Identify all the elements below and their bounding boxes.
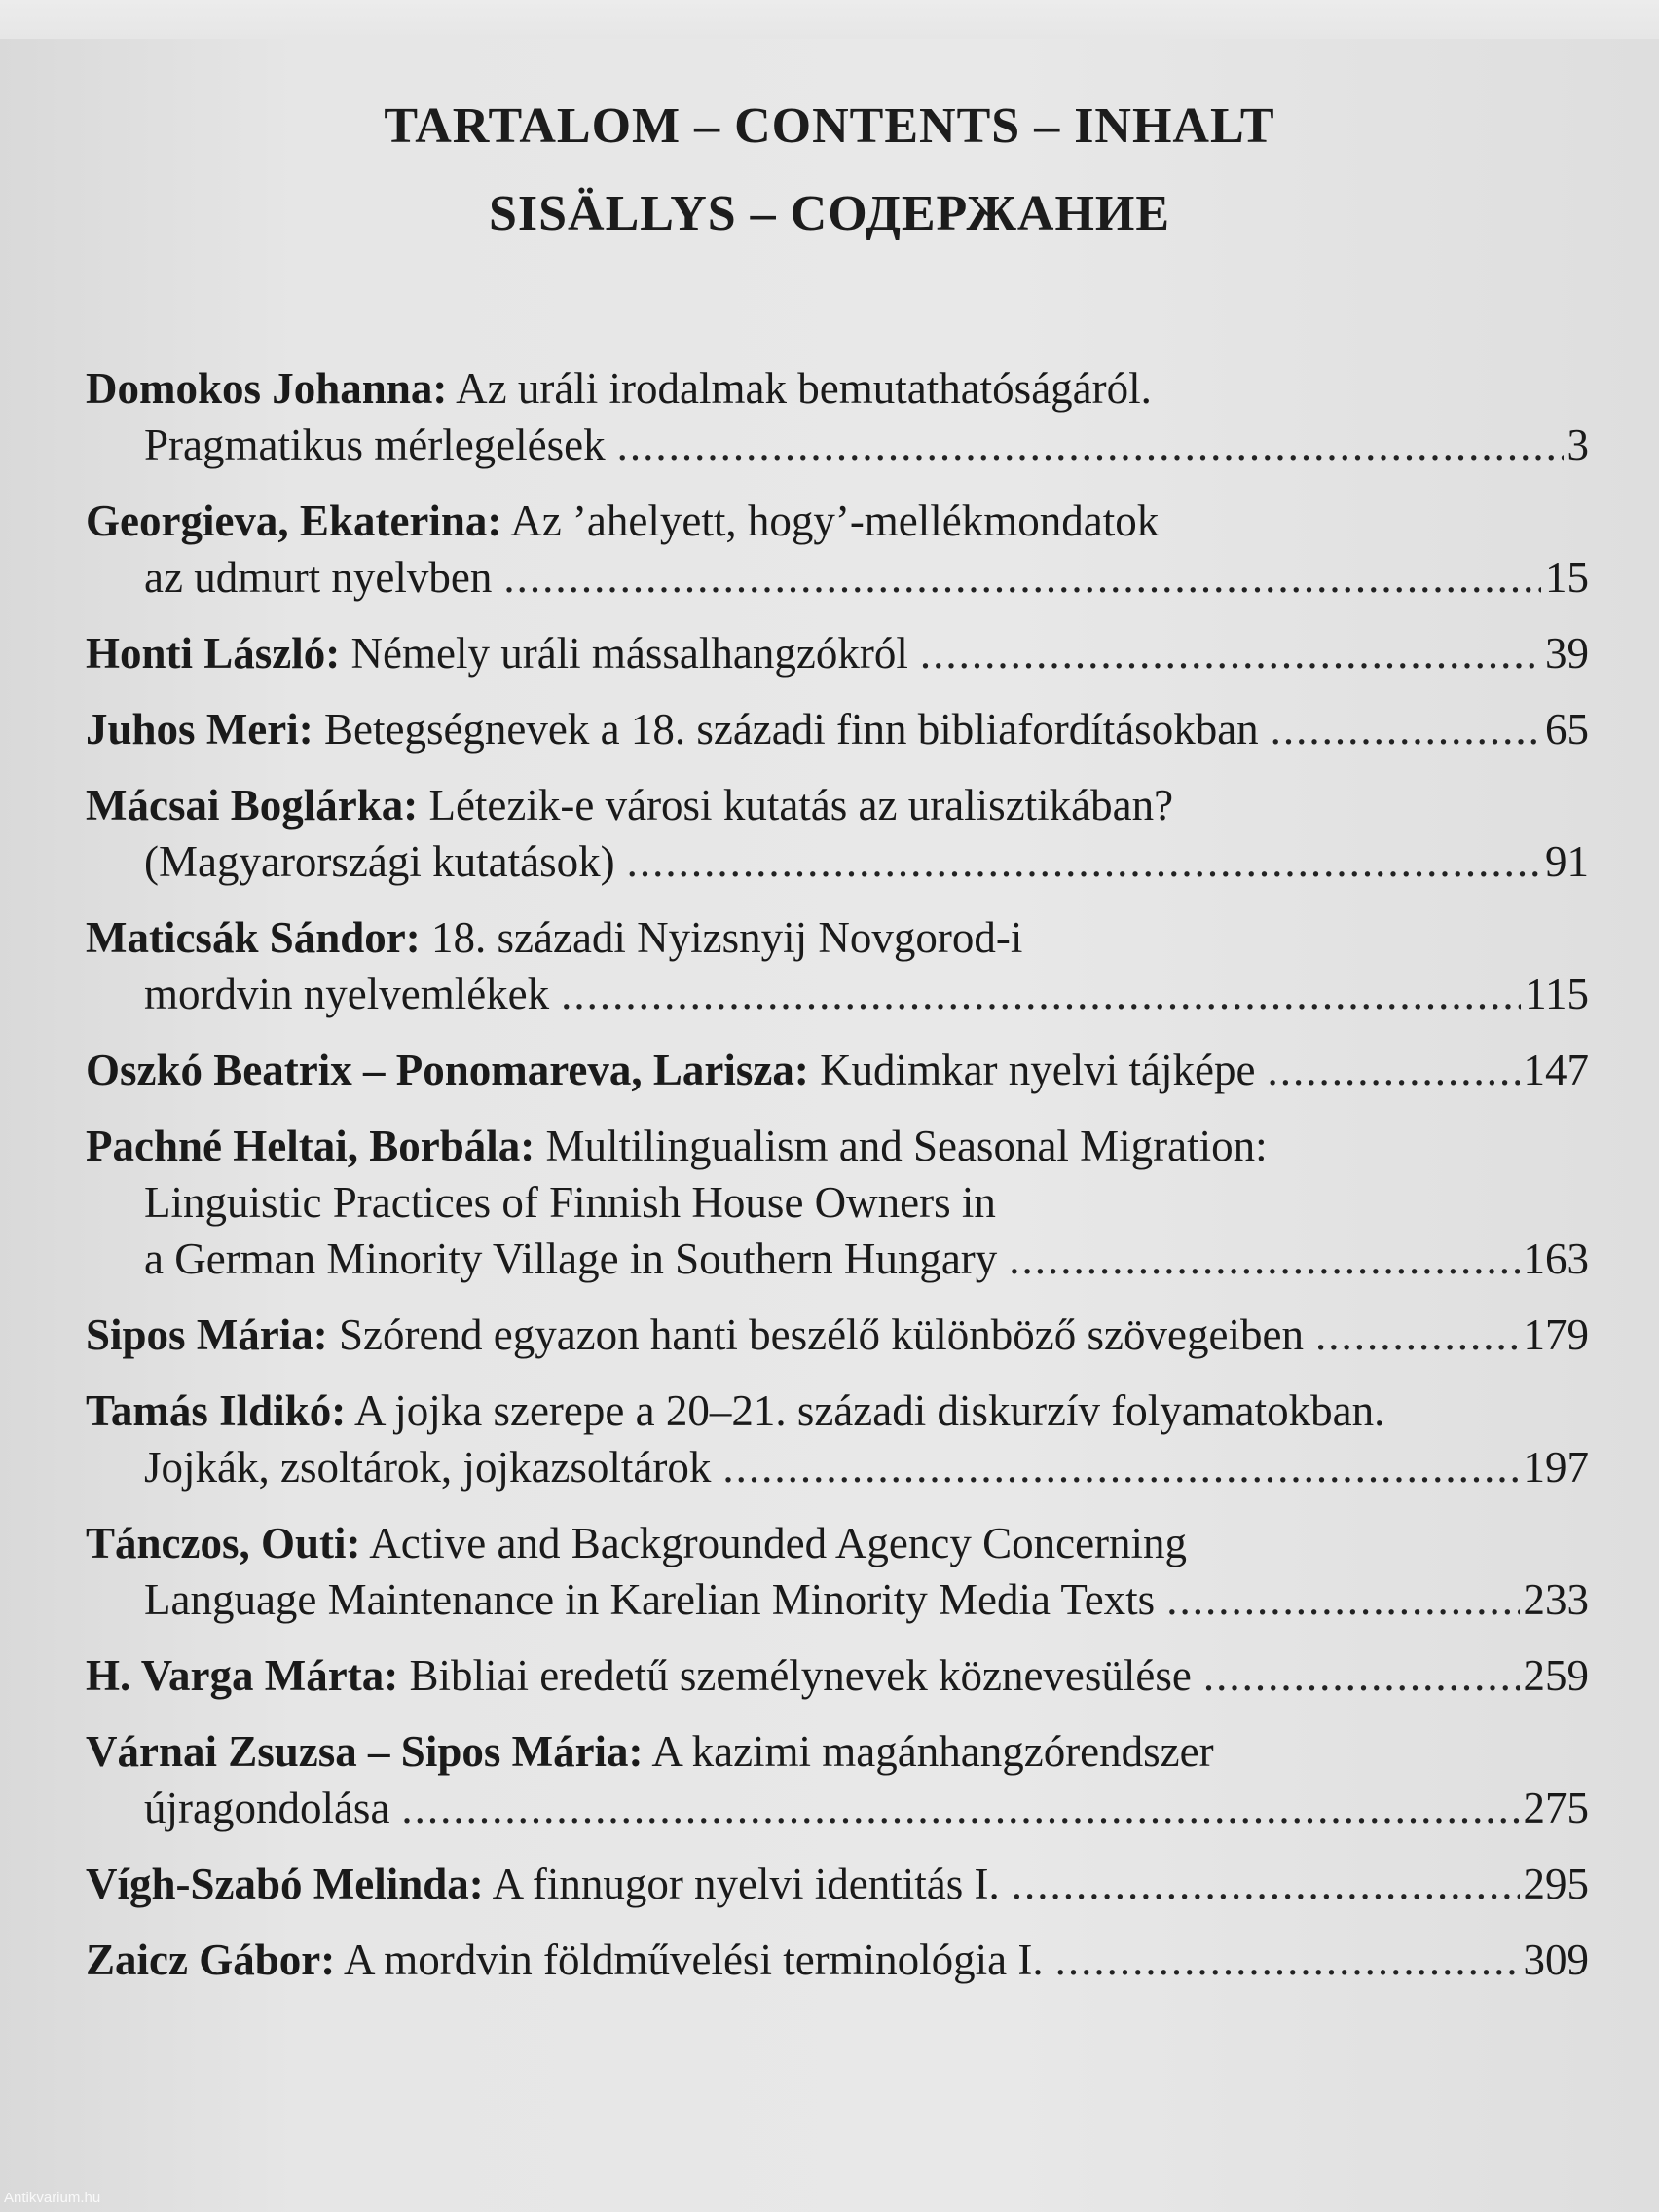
- entry-title-continued: Language Maintenance in Karelian Minority Media Texts: [144, 1575, 1156, 1624]
- entry-title-continued: Linguistic Practices of Finnish House Owners in: [144, 1178, 996, 1227]
- entry-author: Zaicz Gábor:: [86, 1936, 336, 1984]
- entry-page-number: 65: [1545, 705, 1589, 754]
- entry-title: Active and Backgrounded Agency Concerning: [369, 1519, 1188, 1567]
- entry-title: Bibliai eredetű személynevek köznevesülése: [409, 1651, 1192, 1700]
- toc-entry: [86, 1647, 1589, 1704]
- toc-entry: [86, 1856, 1589, 1912]
- entry-author: Várnai Zsuzsa – Sipos Mária:: [86, 1727, 644, 1776]
- entry-author: Domokos Johanna:: [86, 364, 448, 413]
- entry-title: Az uráli irodalmak bemutathatóságáról.: [456, 364, 1152, 413]
- dot-leader: [503, 549, 1541, 606]
- dot-leader: [920, 625, 1541, 682]
- entry-title: A jojka szerepe a 20–21. századi diskurzív folyamatokban.: [353, 1386, 1385, 1435]
- entry-title-continued: (Magyarországi kutatások): [144, 837, 615, 886]
- table-of-contents: [86, 360, 1589, 1988]
- entry-title: Kudimkar nyelvi tájképe: [820, 1046, 1256, 1094]
- dot-leader: [1055, 1932, 1520, 1988]
- entry-author: Honti László:: [86, 629, 341, 678]
- entry-page-number: 91: [1545, 837, 1589, 886]
- toc-entry: [86, 1118, 1589, 1287]
- entry-author: H. Varga Márta:: [86, 1651, 399, 1700]
- entry-title: Az ’ahelyett, hogy’-mellékmondatok: [510, 497, 1160, 545]
- entry-author: Tamás Ildikó:: [86, 1386, 347, 1435]
- entry-author: Tánczos, Outi:: [86, 1519, 361, 1567]
- toc-entry: [86, 777, 1589, 890]
- entry-title-continued: mordvin nyelvemlékek: [144, 970, 550, 1018]
- dot-leader: [1166, 1571, 1519, 1628]
- entry-author: Vígh-Szabó Melinda:: [86, 1860, 484, 1908]
- entry-author: Pachné Heltai, Borbála:: [86, 1122, 535, 1170]
- entry-page-number: 115: [1525, 970, 1589, 1018]
- entry-page-number: 3: [1567, 421, 1589, 469]
- toc-entry: [86, 909, 1589, 1022]
- toc-entry: [86, 1515, 1589, 1628]
- entry-author: Maticsák Sándor:: [86, 913, 421, 962]
- entry-page-number: 309: [1523, 1936, 1589, 1984]
- entry-page-number: 163: [1523, 1235, 1589, 1283]
- entry-title: Multilingualism and Seasonal Migration:: [545, 1122, 1268, 1170]
- toc-entry: [86, 701, 1589, 757]
- dot-leader: [401, 1780, 1519, 1836]
- watermark-text: Antikvarium.hu: [4, 2190, 101, 2206]
- entry-author: Mácsai Boglárka:: [86, 781, 419, 830]
- dot-leader: [1009, 1231, 1519, 1287]
- entry-page-number: 295: [1523, 1860, 1589, 1908]
- contents-heading-line-2: SISÄLLYS – СОДЕРЖАНИЕ: [488, 186, 1171, 241]
- entry-author: Juhos Meri:: [86, 705, 313, 754]
- entry-title: A mordvin földművelési terminológia I.: [343, 1936, 1044, 1984]
- entry-page-number: 275: [1523, 1784, 1589, 1832]
- entry-title-continued: újragondolása: [144, 1784, 390, 1832]
- dot-leader: [627, 833, 1541, 890]
- dot-leader: [1271, 701, 1541, 757]
- toc-entry: [86, 1042, 1589, 1098]
- contents-heading-line-1: TARTALOM – CONTENTS – INHALT: [384, 98, 1275, 154]
- entry-page-number: 233: [1523, 1575, 1589, 1624]
- entry-page-number: 179: [1523, 1310, 1589, 1359]
- page-top-edge: [0, 0, 1659, 39]
- dot-leader: [722, 1439, 1519, 1495]
- dot-leader: [1012, 1856, 1520, 1912]
- entry-author: Georgieva, Ekaterina:: [86, 497, 502, 545]
- entry-page-number: 15: [1545, 553, 1589, 602]
- entry-title: 18. századi Nyizsnyij Novgorod-i: [431, 913, 1023, 962]
- dot-leader: [1267, 1042, 1519, 1098]
- entry-page-number: 147: [1523, 1046, 1589, 1094]
- entry-title: Betegségnevek a 18. századi finn bibliafordításokban: [323, 705, 1259, 754]
- entry-page-number: 39: [1545, 629, 1589, 678]
- toc-entry: [86, 1932, 1589, 1988]
- entry-title: Létezik-e városi kutatás az uralisztikában?: [428, 781, 1174, 830]
- dot-leader: [1203, 1647, 1520, 1704]
- toc-entry: [86, 1307, 1589, 1363]
- entry-title-continued: az udmurt nyelvben: [144, 553, 493, 602]
- entry-page-number: 197: [1523, 1443, 1589, 1492]
- toc-entry: [86, 1723, 1589, 1836]
- entry-author: Sipos Mária:: [86, 1310, 328, 1359]
- dot-leader: [561, 966, 1521, 1022]
- entry-page-number: 259: [1523, 1651, 1589, 1700]
- entry-title-continued: Pragmatikus mérlegelések: [144, 421, 606, 469]
- entry-title: Szórend egyazon hanti beszélő különböző szövegeiben: [339, 1310, 1304, 1359]
- toc-entry: [86, 625, 1589, 682]
- entry-title: A kazimi magánhangzórendszer: [651, 1727, 1214, 1776]
- entry-title: A finnugor nyelvi identitás I.: [492, 1860, 1000, 1908]
- toc-entry: [86, 360, 1589, 473]
- entry-title-continued: Jojkák, zsoltárok, jojkazsoltárok: [144, 1443, 712, 1492]
- toc-entry: [86, 1382, 1589, 1495]
- entry-title: Némely uráli mássalhangzókról: [350, 629, 908, 678]
- entry-author: Oszkó Beatrix – Ponomareva, Larisza:: [86, 1046, 809, 1094]
- toc-entry: [86, 493, 1589, 606]
- entry-title-continued: a German Minority Village in Southern Hungary: [144, 1235, 998, 1283]
- dot-leader: [617, 417, 1564, 473]
- dot-leader: [1315, 1307, 1520, 1363]
